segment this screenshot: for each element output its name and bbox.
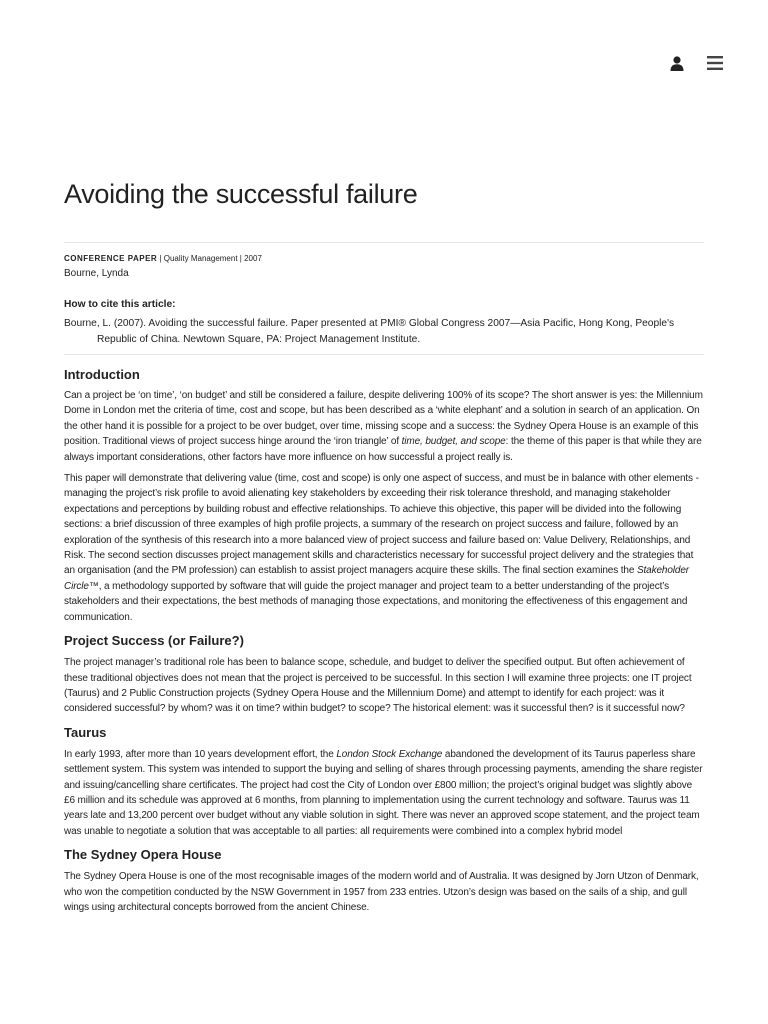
emphasis-text: London Stock Exchange — [336, 748, 443, 760]
section-heading-sydney-opera-house: The Sydney Opera House — [64, 847, 222, 863]
paragraph: The project manager’s traditional role has been to balance scope, schedule, and budget to deliver the specified output. But often achievement of these traditional objectives does not mean that the project is perceived to be successful. In this section I will examine three projects: one IT project (Taurus) and 2 Public Construction projects (Sydney Opera House and the Millennium Dome) and attempt to identify for each project: was it considered successful? by whom? was it on time? within budget? to scope? The historical element: was it successful then? is it successful now? — [64, 657, 692, 715]
article-year: 2007 — [244, 254, 262, 263]
section-heading-project-success: Project Success (or Failure?) — [64, 633, 244, 649]
meta-separator: | — [237, 254, 245, 263]
paragraph-text: Can a project be ‘on time’, ‘on budget’ and still be considered a failure, despite delivering 100% of its scope? The short answer is yes: the Millennium Dome in London met the criteria of time, cost and scope, but has been described as a ‘white elephant’ and a solution in search of an application. On the other hand it is possible for a project to be over budget, over time, missing scope and a success: the Sydney Opera House is an example of this position. Traditional views of project success hinge around the ‘iron triangle’ of — [64, 390, 703, 448]
paragraph-text: This paper will demonstrate that delivering value (time, cost and scope) is only one aspect of success, and must be in balance with other elements - managing the project’s risk profile to avoid alienating key stakeholders by exceeding their risk tolerance threshold, and managing stakeholder expectations and perceptions by building robust and effective relationships. To achieve this objective, this paper will be divided into the following sections: a brief discussion of three examples of high profile projects, a summary of the research on project success and failure, followed by an exploration of the synthesis of this research into a more balanced view of project success and failure based on: Value Delivery, Relationships, and Risk. The second section discusses project management skills and characteristics necessary for successful project delivery and the strategies that an organisation (and the PM profession) can establish to assist project managers acquire these skills. The final section examines the — [64, 473, 699, 577]
page-title: Avoiding the successful failure — [64, 179, 418, 209]
paragraph-text: : the theme of this paper is that while they are always important considerations, other factors have more influence on how successful a project really is. — [64, 436, 702, 463]
section-heading-taurus: Taurus — [64, 724, 107, 740]
article-meta — [64, 254, 704, 264]
paragraph — [64, 471, 704, 625]
article-type: CONFERENCE PAPER — [64, 254, 158, 263]
citation-text: Bourne, L. (2007). Avoiding the successful failure. Paper presented at PMI® Global Congress 2007—Asia Pacific, Hong Kong, People's Republic of China. Newtown Square, PA: Project Management Institute. — [64, 318, 675, 345]
article-author: Bourne, Lynda — [64, 268, 129, 279]
divider — [64, 354, 704, 355]
divider — [64, 242, 704, 243]
emphasis-text: time, budget, and scope — [401, 436, 506, 448]
header-actions — [668, 54, 724, 72]
section-heading-introduction: Introduction — [64, 367, 140, 382]
cite-label: How to cite this article: — [64, 299, 176, 310]
article-topic-link[interactable]: Quality Management — [163, 254, 238, 263]
paragraph-text: In early 1993, after more than 10 years development effort, the — [64, 748, 337, 760]
user-icon[interactable] — [668, 54, 686, 72]
paragraph: The Sydney Opera House is one of the most recognisable images of the modern world and of Australia. It was designed by Jorn Utzon of Denmark, who won the competition conducted by the NSW Government in 1957 from 233 entries. Utzon’s design was based on the sails of a ship, and gull wings using architectural concepts borrowed from the ancient Chinese. — [64, 871, 699, 913]
emphasis-text: Stakeholder Circle™ — [64, 565, 689, 592]
hamburger-menu-icon[interactable] — [706, 54, 724, 72]
paragraph — [64, 747, 704, 839]
paragraph-text: abandoned the development of its Taurus paperless share settlement system. This system was intended to support the buying and selling of shares through processing payments, amending the share register and issuing/cancelling share certificates. The project had cost the City of London over £800 million; the project’s original budget was slightly above £6 million and its schedule was approved at 6 months, from planning to implementation using the current technology and software. Taurus was 11 years late and 13,200 percent over budget without any viable solution in sight. There was never an approved scope statement, and the project team was unable to negotiate a solution that was acceptable to all parties: all requirements were combined into a complex hybrid model — [64, 748, 703, 837]
paragraph — [64, 388, 704, 465]
paragraph-text: , a methodology supported by software that will guide the project manager and project team to a better understanding of the project’s stakeholders and their expectations, the best methods of managing those expectations, and monitoring the effectiveness of this engagement and communication. — [64, 580, 688, 623]
meta-separator: | — [157, 254, 164, 263]
article — [64, 172, 704, 921]
